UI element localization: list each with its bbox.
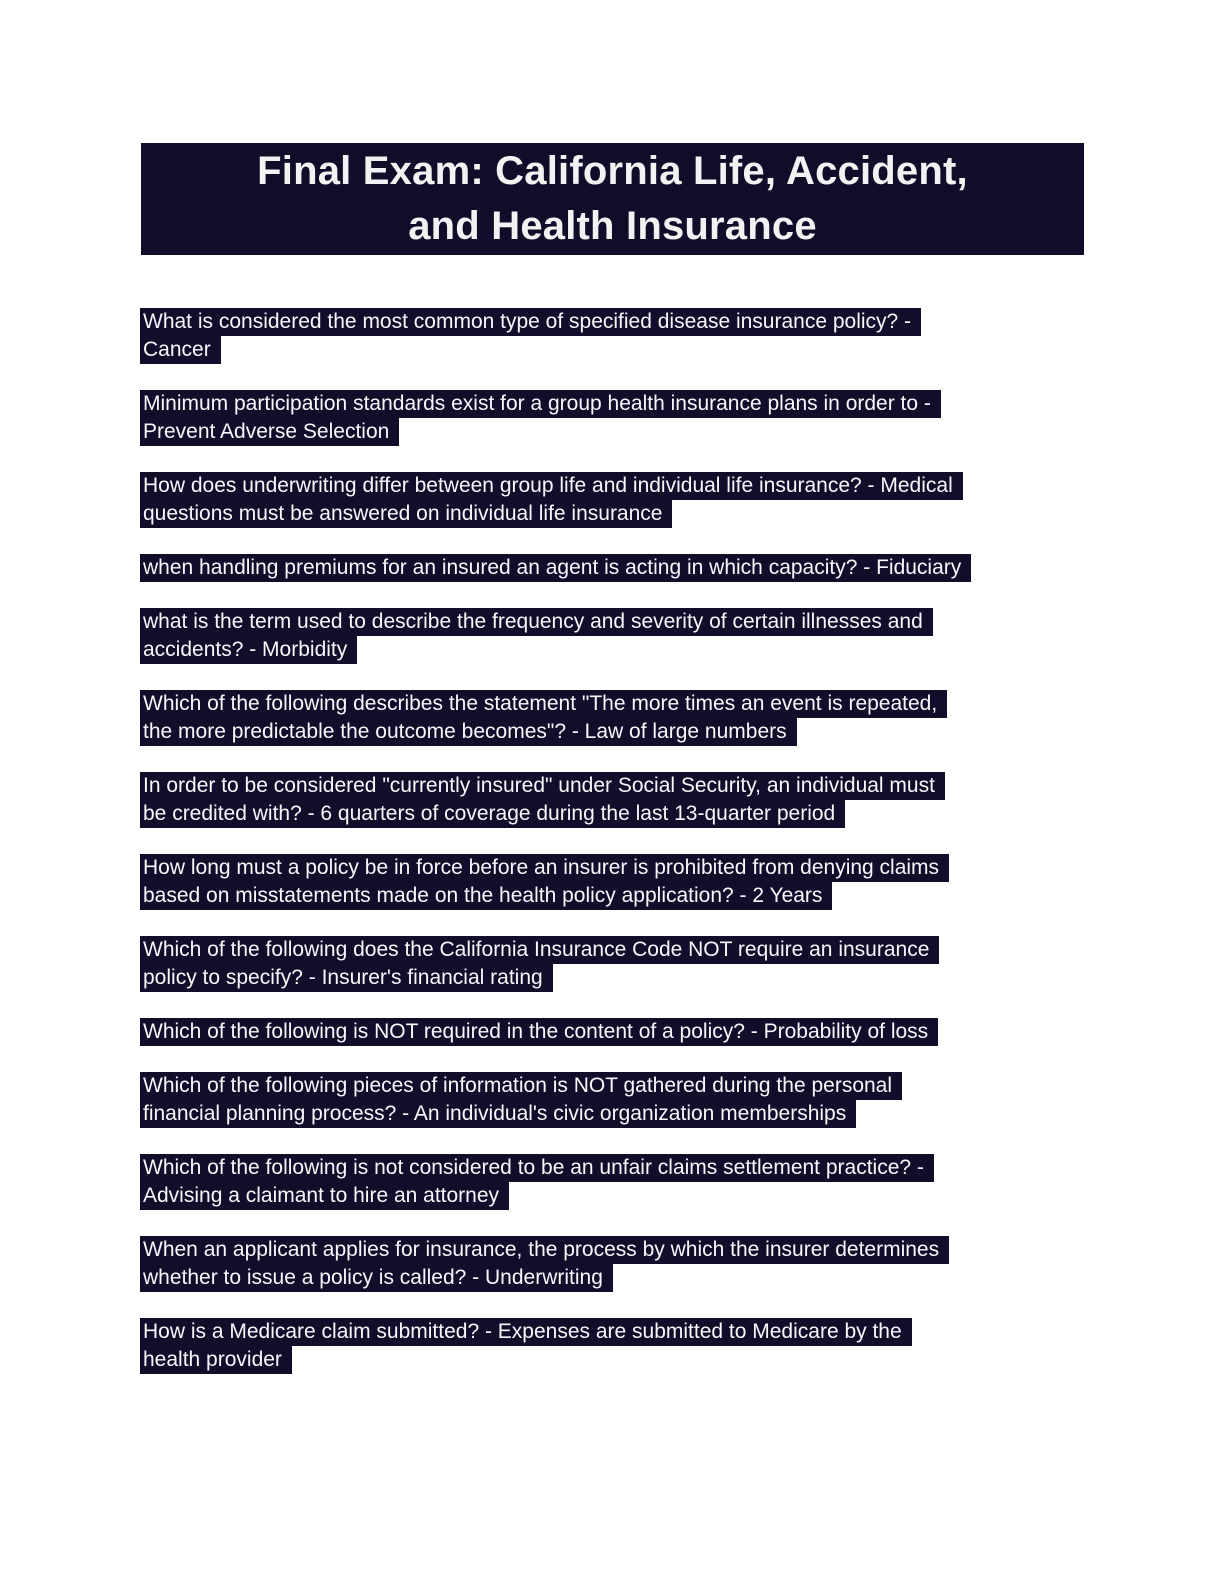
qa-line-highlight: Prevent Adverse Selection [140, 418, 399, 446]
qa-line-highlight: policy to specify? - Insurer's financial rating [140, 964, 553, 992]
qa-line-highlight: Which of the following does the California Insurance Code NOT require an insurance [140, 936, 939, 964]
qa-line-highlight: In order to be considered "currently insured" under Social Security, an individual must [140, 772, 945, 800]
qa-line [143, 718, 1083, 746]
qa-paragraph [143, 1236, 1083, 1292]
qa-line-highlight: the more predictable the outcome becomes"? - Law of large numbers [140, 718, 797, 746]
qa-line-highlight: How does underwriting differ between group life and individual life insurance? - Medical [140, 472, 963, 500]
qa-paragraph [143, 1154, 1083, 1210]
qa-line-highlight: Minimum participation standards exist for a group health insurance plans in order to - [140, 390, 941, 418]
title-banner [141, 143, 1084, 255]
qa-line [143, 1182, 1083, 1210]
qa-paragraph [143, 1018, 1083, 1046]
qa-line [143, 636, 1083, 664]
qa-line-highlight: based on misstatements made on the health policy application? - 2 Years [140, 882, 832, 910]
qa-paragraph [143, 854, 1083, 910]
page-title-line-2: and Health Insurance [408, 204, 817, 248]
qa-paragraph [143, 690, 1083, 746]
qa-line [143, 1154, 1083, 1182]
qa-paragraph [143, 936, 1083, 992]
qa-line-highlight: Cancer [140, 336, 221, 364]
qa-line [143, 964, 1083, 992]
qa-line-highlight: questions must be answered on individual life insurance [140, 500, 672, 528]
qa-line-highlight: Which of the following is NOT required in the content of a policy? - Probability of loss [140, 1018, 938, 1046]
qa-line [143, 690, 1083, 718]
qa-line [143, 936, 1083, 964]
qa-paragraph [143, 472, 1083, 528]
qa-line-highlight: financial planning process? - An individual's civic organization memberships [140, 1100, 856, 1128]
qa-paragraph [143, 608, 1083, 664]
qa-line-highlight: How is a Medicare claim submitted? - Expenses are submitted to Medicare by the [140, 1318, 912, 1346]
qa-line [143, 1100, 1083, 1128]
qa-line [143, 308, 1083, 336]
qa-paragraph [143, 554, 1083, 582]
qa-line [143, 554, 1083, 582]
qa-line [143, 418, 1083, 446]
qa-paragraph [143, 772, 1083, 828]
qa-line-highlight: what is the term used to describe the frequency and severity of certain illnesses and [140, 608, 933, 636]
qa-line [143, 1018, 1083, 1046]
qa-line-highlight: be credited with? - 6 quarters of coverage during the last 13-quarter period [140, 800, 845, 828]
qa-line [143, 1072, 1083, 1100]
qa-paragraph [143, 390, 1083, 446]
qa-list [143, 308, 1083, 1400]
qa-line-highlight: When an applicant applies for insurance, the process by which the insurer determines [140, 1236, 949, 1264]
qa-line-highlight: How long must a policy be in force before an insurer is prohibited from denying claims [140, 854, 949, 882]
qa-line [143, 1318, 1083, 1346]
qa-line-highlight: Which of the following pieces of information is NOT gathered during the personal [140, 1072, 902, 1100]
qa-line [143, 390, 1083, 418]
qa-line-highlight: health provider [140, 1346, 292, 1374]
qa-paragraph [143, 308, 1083, 364]
qa-line [143, 1264, 1083, 1292]
page-title-line-1: Final Exam: California Life, Accident, [257, 149, 968, 193]
qa-line [143, 772, 1083, 800]
qa-line [143, 882, 1083, 910]
qa-paragraph [143, 1072, 1083, 1128]
qa-line-highlight: accidents? - Morbidity [140, 636, 357, 664]
qa-line [143, 500, 1083, 528]
qa-line [143, 1346, 1083, 1374]
qa-line-highlight: when handling premiums for an insured an agent is acting in which capacity? - Fiduciary [140, 554, 971, 582]
qa-paragraph [143, 1318, 1083, 1374]
qa-line-highlight: What is considered the most common type of specified disease insurance policy? - [140, 308, 921, 336]
qa-line [143, 608, 1083, 636]
qa-line [143, 800, 1083, 828]
qa-line [143, 472, 1083, 500]
qa-line-highlight: Which of the following describes the statement "The more times an event is repeated, [140, 690, 947, 718]
qa-line [143, 1236, 1083, 1264]
qa-line [143, 336, 1083, 364]
qa-line-highlight: Advising a claimant to hire an attorney [140, 1182, 509, 1210]
qa-line-highlight: Which of the following is not considered to be an unfair claims settlement practice? - [140, 1154, 934, 1182]
qa-line [143, 854, 1083, 882]
qa-line-highlight: whether to issue a policy is called? - Underwriting [140, 1264, 613, 1292]
